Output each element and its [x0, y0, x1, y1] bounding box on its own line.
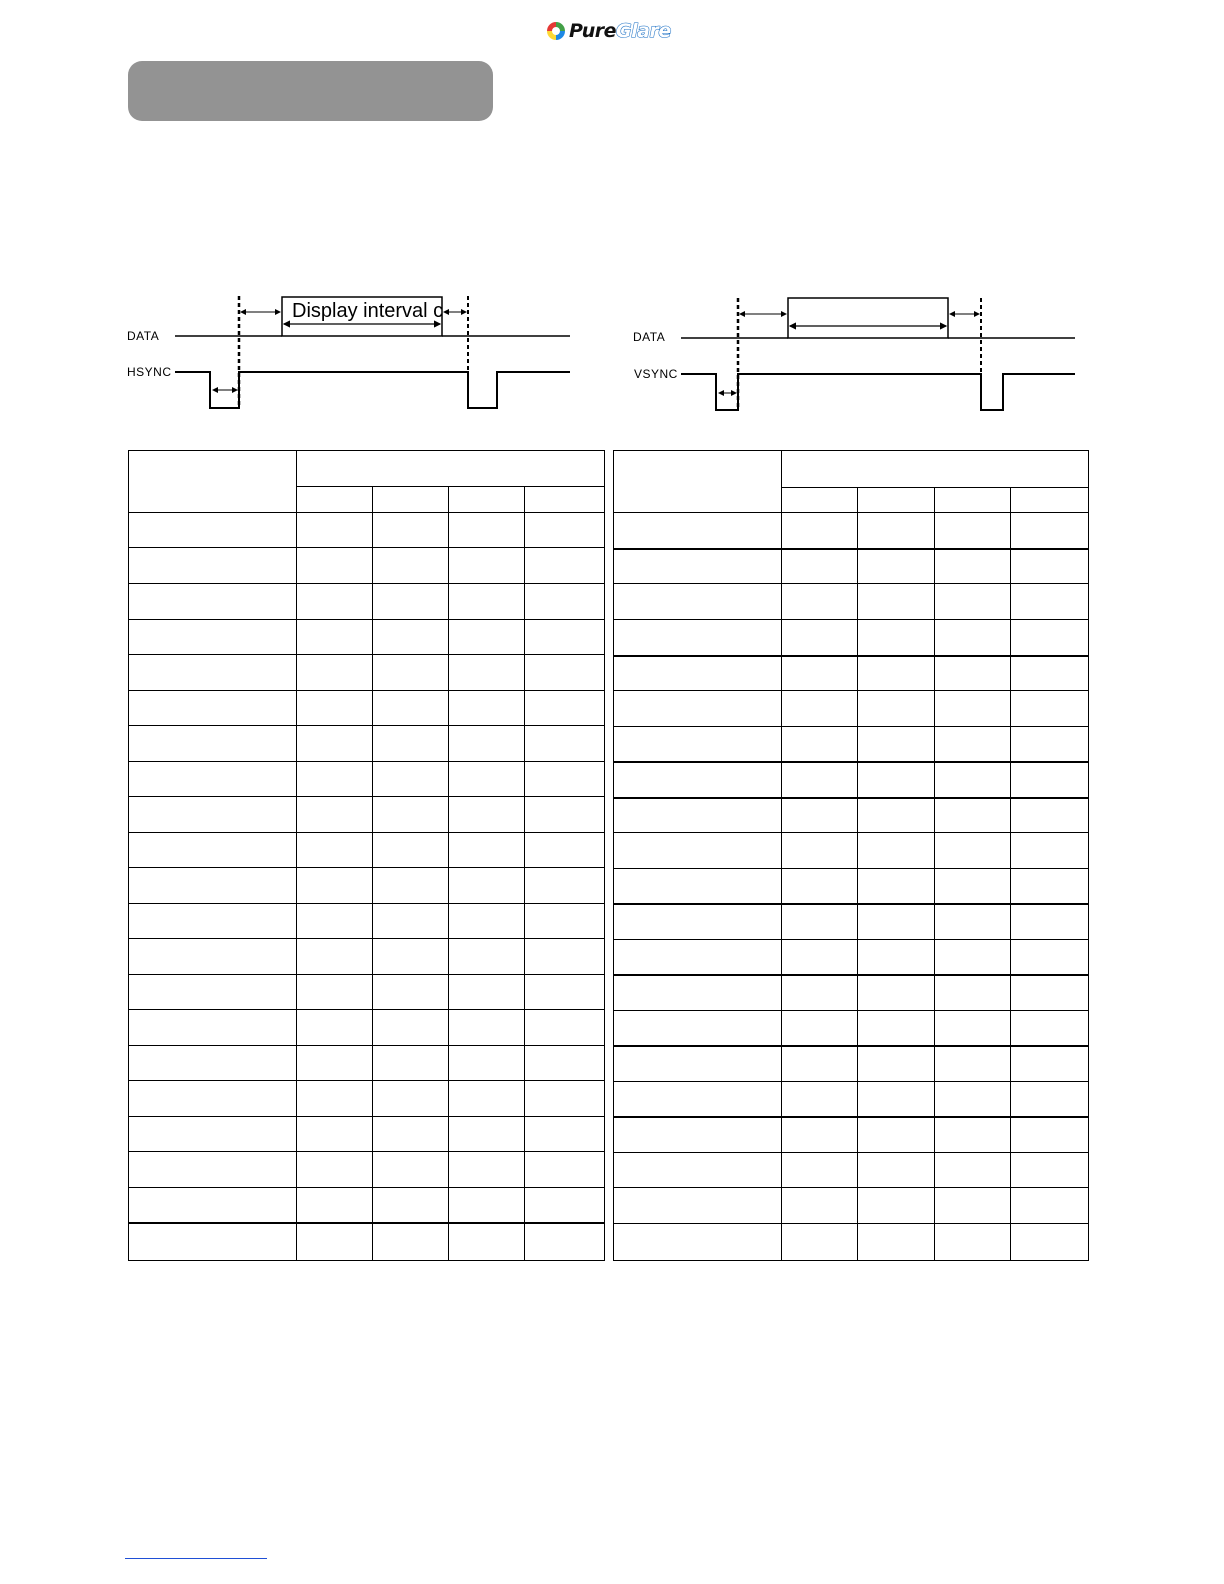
table-cell [1011, 1082, 1089, 1117]
table-cell [858, 1224, 935, 1261]
table-cell [129, 584, 297, 620]
table-cell [935, 656, 1011, 691]
table-cell [449, 487, 525, 513]
table-row [614, 1153, 1089, 1188]
table-cell [449, 939, 525, 975]
table-cell [525, 584, 605, 620]
table-cell [858, 798, 935, 833]
table-cell [1011, 904, 1089, 940]
table-cell [297, 1010, 373, 1046]
table-header-row [614, 451, 1089, 488]
table-cell [935, 584, 1011, 620]
table-row [614, 940, 1089, 975]
table-cell [525, 939, 605, 975]
table-cell [449, 1010, 525, 1046]
table-cell [373, 584, 449, 620]
table-cell [297, 762, 373, 797]
table-cell [782, 1224, 858, 1261]
table-cell [373, 655, 449, 691]
v-display-box [788, 298, 948, 338]
table-row [614, 975, 1089, 1011]
table-cell [1011, 975, 1089, 1011]
table-cell [858, 1153, 935, 1188]
table-cell [614, 549, 782, 584]
logo-wordmark: PureGlare [569, 20, 671, 42]
table-row [129, 655, 605, 691]
table-cell [297, 1223, 373, 1261]
table-cell [782, 488, 858, 513]
table-row [129, 833, 605, 868]
table-cell [1011, 513, 1089, 549]
table-cell [935, 940, 1011, 975]
table-row [129, 939, 605, 975]
table-cell [782, 762, 858, 798]
table-cell [373, 1010, 449, 1046]
table-cell [858, 549, 935, 584]
table-cell [129, 620, 297, 655]
table-cell [449, 975, 525, 1010]
vsync-diagram [633, 298, 1075, 410]
table-cell [782, 727, 858, 762]
table-cell [614, 1188, 782, 1224]
footer-link[interactable] [125, 1558, 267, 1559]
table-cell [858, 904, 935, 940]
h-data-label: DATA [127, 329, 160, 343]
horizontal-timing-table [128, 450, 605, 1261]
table-cell [1011, 584, 1089, 620]
table-row [129, 1188, 605, 1223]
table-cell [858, 940, 935, 975]
table-cell [614, 1153, 782, 1188]
table-cell [525, 726, 605, 762]
table-cell [297, 1046, 373, 1081]
table-cell [373, 1081, 449, 1117]
table-cell [129, 868, 297, 904]
table-cell [373, 620, 449, 655]
table-cell [935, 1046, 1011, 1082]
table-cell [935, 762, 1011, 798]
table-cell [297, 1152, 373, 1188]
table-cell [297, 548, 373, 584]
table-cell [297, 868, 373, 904]
table-cell [782, 691, 858, 727]
table-cell [297, 726, 373, 762]
table-cell [129, 655, 297, 691]
table-cell [525, 868, 605, 904]
table-row [129, 797, 605, 833]
table-cell [373, 1223, 449, 1261]
table-cell [525, 1081, 605, 1117]
table-row [614, 584, 1089, 620]
table-cell [449, 726, 525, 762]
table-cell [373, 833, 449, 868]
table-cell [614, 762, 782, 798]
table-cell [129, 762, 297, 797]
table-cell [129, 1223, 297, 1261]
table-cell [449, 513, 525, 548]
table-cell [373, 691, 449, 726]
table-cell [1011, 1011, 1089, 1046]
table-cell [614, 513, 782, 549]
table-cell [449, 1117, 525, 1152]
table-row [614, 798, 1089, 833]
table-cell [935, 798, 1011, 833]
table-cell [373, 939, 449, 975]
table-cell [297, 1081, 373, 1117]
table-cell [129, 939, 297, 975]
table-cell [935, 727, 1011, 762]
table-cell [935, 1082, 1011, 1117]
table-cell [1011, 488, 1089, 513]
table-row [129, 1046, 605, 1081]
table-cell [782, 584, 858, 620]
table-cell [1011, 727, 1089, 762]
table-cell [1011, 940, 1089, 975]
table-row [129, 1117, 605, 1152]
table-cell [935, 1224, 1011, 1261]
table-cell [297, 655, 373, 691]
table-cell [782, 656, 858, 691]
table-row [129, 726, 605, 762]
table-cell [935, 869, 1011, 904]
table-cell [297, 584, 373, 620]
table-cell [935, 620, 1011, 656]
table-cell [525, 655, 605, 691]
table-cell [1011, 798, 1089, 833]
table-cell [858, 488, 935, 513]
table-header-cell [782, 451, 1089, 488]
table-cell [373, 1152, 449, 1188]
table-cell [129, 1010, 297, 1046]
table-cell [1011, 762, 1089, 798]
table-cell [297, 1188, 373, 1223]
table-cell [782, 904, 858, 940]
table-cell [614, 904, 782, 940]
table-cell [449, 833, 525, 868]
table-cell [129, 726, 297, 762]
table-cell [297, 797, 373, 833]
table-cell [449, 868, 525, 904]
table-cell [525, 1010, 605, 1046]
table-cell [449, 1188, 525, 1223]
table-cell [525, 513, 605, 548]
table-cell [1011, 656, 1089, 691]
table-row [614, 1082, 1089, 1117]
table-cell [449, 691, 525, 726]
table-cell [297, 691, 373, 726]
table-cell [449, 797, 525, 833]
table-row [614, 691, 1089, 727]
table-cell [935, 1153, 1011, 1188]
table-cell [525, 975, 605, 1010]
table-cell [858, 691, 935, 727]
table-cell [935, 975, 1011, 1011]
table-cell [614, 1046, 782, 1082]
table-cell [449, 620, 525, 655]
table-cell [614, 1117, 782, 1153]
table-cell [858, 513, 935, 549]
table-cell [373, 975, 449, 1010]
table-cell [782, 1188, 858, 1224]
table-cell [449, 1223, 525, 1261]
v-data-label: DATA [633, 330, 666, 344]
table-cell [858, 1082, 935, 1117]
table-cell [1011, 691, 1089, 727]
table-row [614, 833, 1089, 869]
table-cell [373, 726, 449, 762]
table-cell [858, 656, 935, 691]
table-row [129, 904, 605, 939]
vertical-timing-table [613, 450, 1089, 1261]
table-cell [373, 513, 449, 548]
table-row [614, 762, 1089, 798]
table-cell [782, 1082, 858, 1117]
table-cell [373, 1117, 449, 1152]
table-cell [858, 1011, 935, 1046]
table-cell [129, 797, 297, 833]
table-cell [129, 904, 297, 939]
table-row [129, 762, 605, 797]
table-row [129, 1010, 605, 1046]
table-cell [525, 904, 605, 939]
table-cell [935, 549, 1011, 584]
table-cell [614, 1011, 782, 1046]
table-row [614, 1046, 1089, 1082]
table-cell [935, 691, 1011, 727]
table-cell [1011, 1188, 1089, 1224]
table-cell [858, 1188, 935, 1224]
table-row [129, 1223, 605, 1261]
table-cell [1011, 833, 1089, 869]
table-cell [614, 584, 782, 620]
table-cell [129, 691, 297, 726]
table-cell [297, 1117, 373, 1152]
table-cell [129, 1188, 297, 1223]
table-cell [525, 797, 605, 833]
table-cell [525, 487, 605, 513]
table-cell [1011, 1046, 1089, 1082]
table-header-cell [614, 451, 782, 513]
table-cell [525, 1152, 605, 1188]
table-cell [614, 869, 782, 904]
table-cell [858, 975, 935, 1011]
table-row [614, 1188, 1089, 1224]
table-cell [935, 513, 1011, 549]
table-cell [782, 513, 858, 549]
table-row [129, 868, 605, 904]
table-cell [449, 1046, 525, 1081]
table-cell [935, 833, 1011, 869]
timing-diagrams [0, 0, 1224, 440]
table-row [129, 584, 605, 620]
vsync-label: VSYNC [634, 367, 678, 381]
table-cell [525, 762, 605, 797]
table-cell [935, 1011, 1011, 1046]
table-cell [449, 1081, 525, 1117]
table-cell [297, 939, 373, 975]
table-header-cell [297, 451, 605, 487]
table-row [129, 975, 605, 1010]
table-cell [525, 620, 605, 655]
table-cell [373, 1188, 449, 1223]
vsync-waveform [681, 374, 1075, 410]
table-row [614, 727, 1089, 762]
table-cell [858, 1046, 935, 1082]
table-cell [373, 797, 449, 833]
table-cell [129, 513, 297, 548]
table-cell [858, 620, 935, 656]
table-row [129, 548, 605, 584]
table-cell [782, 549, 858, 584]
table-header-cell [129, 451, 297, 513]
table-cell [129, 1152, 297, 1188]
table-cell [129, 975, 297, 1010]
hsync-label: HSYNC [127, 365, 172, 379]
table-cell [782, 1011, 858, 1046]
table-cell [858, 833, 935, 869]
table-cell [525, 691, 605, 726]
table-cell [935, 1188, 1011, 1224]
table-cell [858, 869, 935, 904]
table-cell [782, 798, 858, 833]
table-cell [614, 975, 782, 1011]
table-cell [782, 975, 858, 1011]
table-cell [614, 727, 782, 762]
table-row [614, 656, 1089, 691]
table-cell [614, 620, 782, 656]
table-cell [129, 833, 297, 868]
table-cell [858, 584, 935, 620]
h-interval-label: Display interval c [292, 300, 444, 322]
table-cell [858, 1117, 935, 1153]
table-cell [614, 1082, 782, 1117]
table-cell [614, 691, 782, 727]
table-row [129, 691, 605, 726]
table-cell [1011, 869, 1089, 904]
table-cell [782, 869, 858, 904]
table-row [614, 869, 1089, 904]
table-header-row [129, 451, 605, 487]
table-cell [373, 904, 449, 939]
table-row [614, 904, 1089, 940]
table-row [614, 1011, 1089, 1046]
table-cell [614, 656, 782, 691]
table-cell [614, 1224, 782, 1261]
table-cell [449, 762, 525, 797]
table-cell [1011, 549, 1089, 584]
table-cell [782, 1153, 858, 1188]
table-cell [297, 833, 373, 868]
table-row [614, 1224, 1089, 1261]
hsync-diagram [127, 296, 570, 408]
table-cell [373, 1046, 449, 1081]
table-cell [525, 833, 605, 868]
table-cell [858, 762, 935, 798]
table-cell [782, 833, 858, 869]
table-cell [297, 904, 373, 939]
table-cell [449, 655, 525, 691]
table-cell [297, 975, 373, 1010]
table-cell [373, 868, 449, 904]
table-cell [129, 548, 297, 584]
table-cell [525, 1223, 605, 1261]
table-cell [858, 727, 935, 762]
table-cell [297, 620, 373, 655]
table-cell [129, 1117, 297, 1152]
table-cell [525, 1117, 605, 1152]
table-cell [525, 548, 605, 584]
table-cell [449, 1152, 525, 1188]
table-cell [129, 1081, 297, 1117]
table-cell [449, 548, 525, 584]
table-cell [782, 1046, 858, 1082]
table-cell [614, 798, 782, 833]
table-cell [373, 762, 449, 797]
table-row [129, 1081, 605, 1117]
table-cell [525, 1188, 605, 1223]
table-cell [782, 1117, 858, 1153]
table-cell [297, 487, 373, 513]
table-cell [449, 904, 525, 939]
table-cell [449, 584, 525, 620]
table-cell [297, 513, 373, 548]
table-cell [935, 904, 1011, 940]
table-row [614, 620, 1089, 656]
table-cell [1011, 1117, 1089, 1153]
table-cell [1011, 1153, 1089, 1188]
table-row [614, 549, 1089, 584]
table-cell [373, 548, 449, 584]
table-cell [614, 833, 782, 869]
table-row [129, 1152, 605, 1188]
table-row [129, 620, 605, 655]
table-cell [1011, 1224, 1089, 1261]
table-cell [129, 1046, 297, 1081]
table-cell [782, 620, 858, 656]
table-cell [614, 940, 782, 975]
table-cell [782, 940, 858, 975]
table-cell [525, 1046, 605, 1081]
table-row [129, 513, 605, 548]
table-cell [1011, 620, 1089, 656]
table-cell [935, 488, 1011, 513]
table-cell [935, 1117, 1011, 1153]
table-cell [373, 487, 449, 513]
table-row [614, 1117, 1089, 1153]
table-row [614, 513, 1089, 549]
